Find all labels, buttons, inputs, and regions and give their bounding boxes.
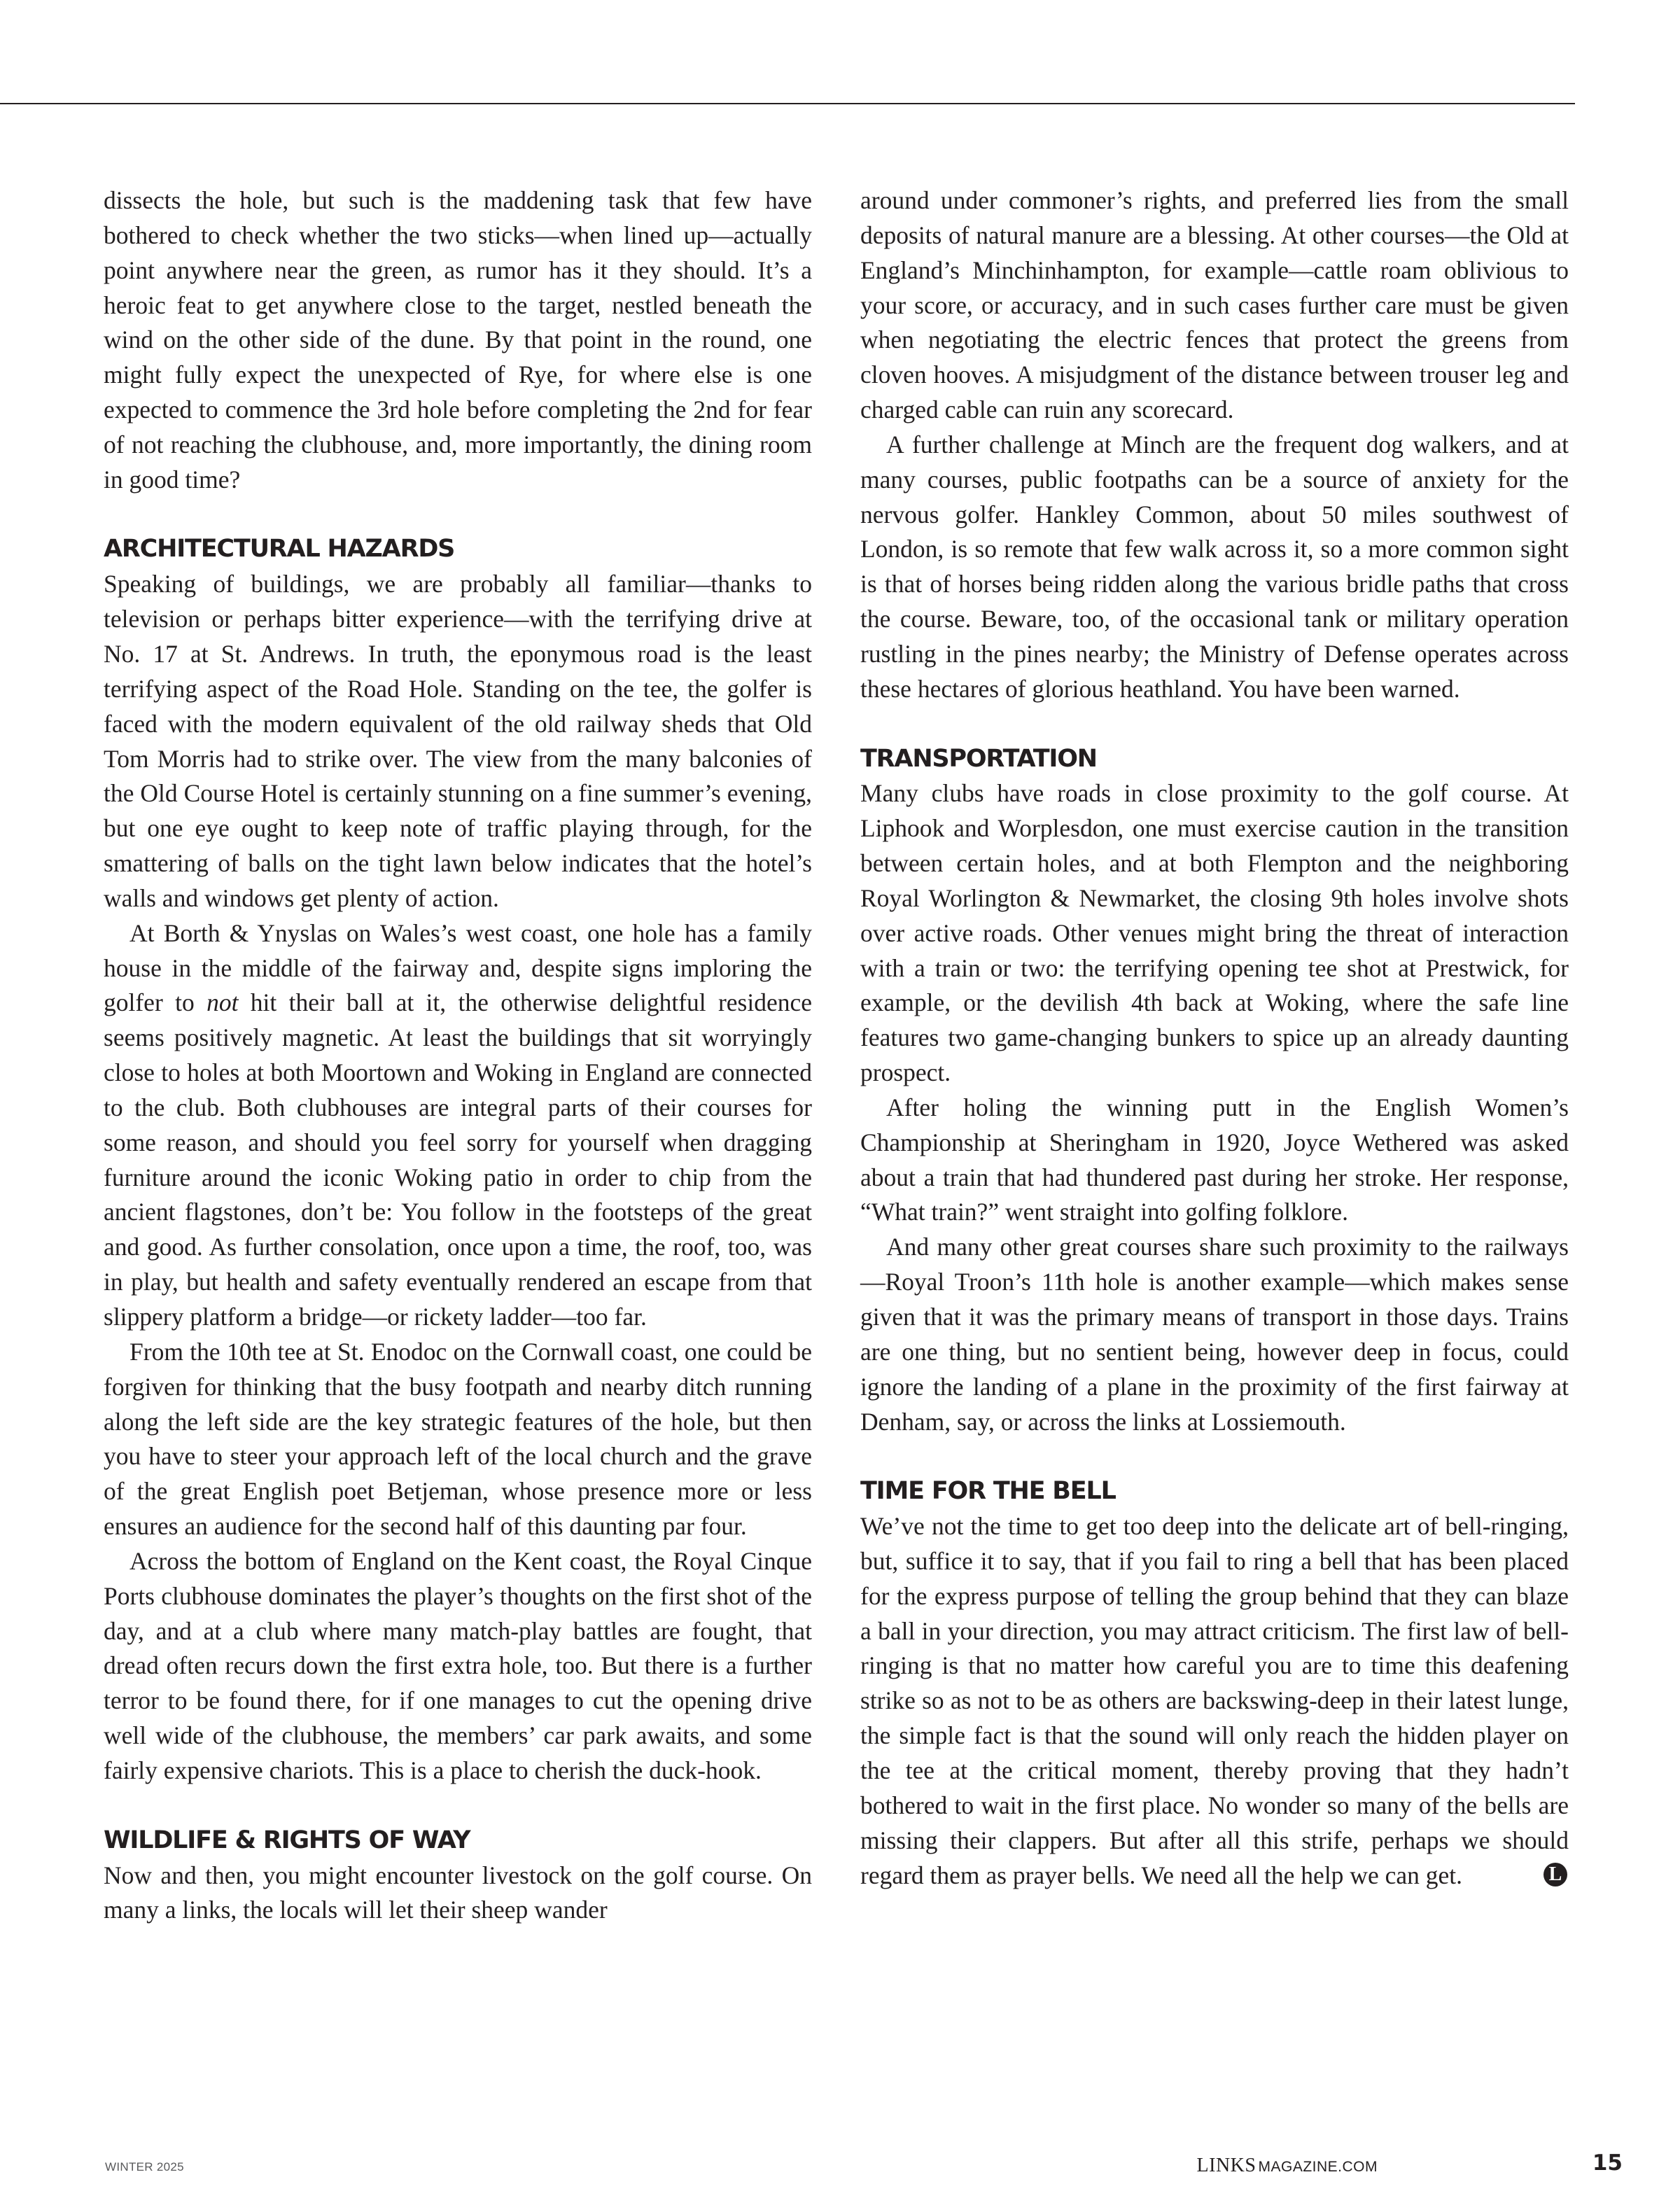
right-column — [860, 183, 1569, 1893]
paragraph — [104, 916, 812, 1335]
footer-brand — [1197, 2155, 1378, 2177]
paragraph: From the 10th tee at St. Enodoc on the Cornwall coast, one could be forgiven for thinking that the busy footpath and nearby ditch running along the left side are the key strategic features of the hole, but then you have to steer your approach left of the local church and the grave of the great English poet Betjeman, whose presence more or less ensures an audience for the second half of this daunting par four. — [104, 1337, 812, 1541]
emphasis-text: not — [206, 988, 239, 1017]
brand-links: LINKS — [1196, 2155, 1256, 2176]
links-logo-endmark-icon: L — [1544, 1863, 1567, 1886]
left-column — [104, 183, 812, 1928]
paragraph: around under commoner’s rights, and preferred lies from the small deposits of natural manure are a blessing. At other courses—the Old at England’s Minchinhampton, for example—cattle roam oblivious to your score, or accuracy, and in such cases further care must be given when negotiating the electric fences that protect the greens from cloven hooves. A misjudgment of the distance between trouser leg and charged cable can ruin any scorecard. — [860, 186, 1569, 424]
paragraph: dissects the hole, but such is the maddening task that few have bothered to check whether the two sticks—when lined up—actually point anywhere near the green, as rumor has it they should. It’s a heroic feat to get anywhere close to the target, nestled beneath the wind on the other side of the dune. By that point in the round, one might fully expect the unexpected of Rye, for where else is one expected to commence the 3rd hole before completing the 2nd for fear of not reaching the clubhouse, and, more importantly, the dining room in good time? — [104, 186, 812, 493]
paragraph: A further challenge at Minch are the frequent dog walkers, and at many courses, public footpaths can be a source of anxiety for the nervous golfer. Hankley Common, about 50 miles southwest of London, is so remote that few walk across it, so a more common sight is that of horses being ridden along the various bridle paths that cross the course. Beware, too, of the occasional tank or military operation rustling in the pines nearby; the Ministry of Defense operates across these hectares of glorious heathland. You have been warned. — [860, 430, 1569, 703]
section-heading-architectural-hazards: ARCHITECTURAL HAZARDS — [104, 535, 455, 564]
paragraph: Many clubs have roads in close proximity to the golf course. At Liphook and Worplesdon, one must exercise caution in the transition between certain holes, and at both Flempton and the neighboring Royal Worlington & Newmarket, the closing 9th holes involve shots over active roads. Other venues might bring the threat of interaction with a train or two: the terrifying opening tee shot at Prestwick, for example, or the devilish 4th back at Woking, where the safe line features two game-changing bunkers to spice up an already daunting prospect. — [860, 779, 1569, 1087]
paragraph: Across the bottom of England on the Kent coast, the Royal Cinque Ports clubhouse dominates the player’s thoughts on the first shot of the day, and at a club where many match-play battles are fought, that dread often recurs down the first extra hole, too. But there is a further terror to be found there, for if one manages to cut the opening drive well wide of the clubhouse, the members’ car park awaits, and some fairly expensive chariots. This is a place to cherish the duck-hook. — [104, 1546, 812, 1784]
footer-issue-date: WINTER 2025 — [105, 2160, 184, 2174]
paragraph-final — [860, 1509, 1569, 1893]
paragraph-text: At Borth & Ynyslas on Wales’s west coast, one hole has a family house in the middle of the fairway and, despite signs imploring the golfer to — [104, 918, 812, 1017]
section-heading-transportation: TRANSPORTATION — [860, 744, 1097, 773]
section-heading-time-for-the-bell: TIME FOR THE BELL — [860, 1477, 1116, 1506]
header-rule — [0, 103, 1575, 104]
paragraph: After holing the winning putt in the English Women’s Championship at Sheringham in 1920, Joyce Wethered was asked about a train that had thundered past during her stroke. Her response, “What train?” went straight into golfing folklore. — [860, 1093, 1569, 1226]
paragraph: And many other great courses share such proximity to the railways—Royal Troon’s 11th hole is another example—which makes sense given that it was the primary means of transport in those days. Trains are one thing, but no sentient being, however deep in focus, could ignore the landing of a plane in the proximity of the first fairway at Denham, say, or across the links at Lossiemouth. — [860, 1233, 1569, 1436]
page-number: 15 — [1592, 2150, 1623, 2176]
paragraph-text: hit their ball at it, the otherwise delightful residence seems positively magnetic. At least the buildings that sit worryingly close to holes at both Moortown and Woking in England are connected to the club. Both clubhouses are integral parts of their courses for some reason, and should you feel sorry for yourself when dragging furniture around the iconic Woking patio in order to chip from the ancient flagstones, don’t be: You follow in the footsteps of the great and good. As further consolation, once upon a time, the roof, too, was in play, but health and safety eventually rendered an escape from that slippery platform a bridge—or rickety ladder—too far. — [104, 988, 812, 1331]
brand-domain: MAGAZINE.COM — [1258, 2159, 1378, 2175]
section-heading-wildlife-rights-of-way: WILDLIFE & RIGHTS OF WAY — [104, 1826, 470, 1854]
paragraph: Now and then, you might encounter livestock on the golf course. On many a links, the locals will let their sheep wander — [104, 1861, 812, 1924]
paragraph-text: We’ve not the time to get too deep into the delicate art of bell-ringing, but, suffice it to say, that if you fail to ring a bell that has been placed for the express purpose of telling the group behind that they can blaze a ball in your direction, you may attract criticism. The first law of bell-ringing is that no matter how careful you are to time this deafening strike so as not to be as others are backswing-deep in their latest lunge, the simple fact is that the sound will only reach the hidden player on the tee at the critical moment, thereby proving that they hadn’t bothered to wait in the first place. No wonder so many of the bells are missing their clappers. But after all this strife, perhaps we should regard them as prayer bells. We need all the help we can get. — [860, 1512, 1569, 1889]
paragraph: Speaking of buildings, we are probably all familiar—thanks to television or perhaps bitter experience—with the terrifying drive at No. 17 at St. Andrews. In truth, the eponymous road is the least terrifying aspect of the Road Hole. Standing on the tee, the golfer is faced with the modern equivalent of the old railway sheds that Old Tom Morris had to strike over. The view from the many balconies of the Old Course Hotel is certainly stunning on a fine summer’s evening, but one eye ought to keep note of traffic playing through, for the smattering of balls on the tight lawn below indicates that the hotel’s walls and windows get plenty of action. — [104, 570, 812, 912]
